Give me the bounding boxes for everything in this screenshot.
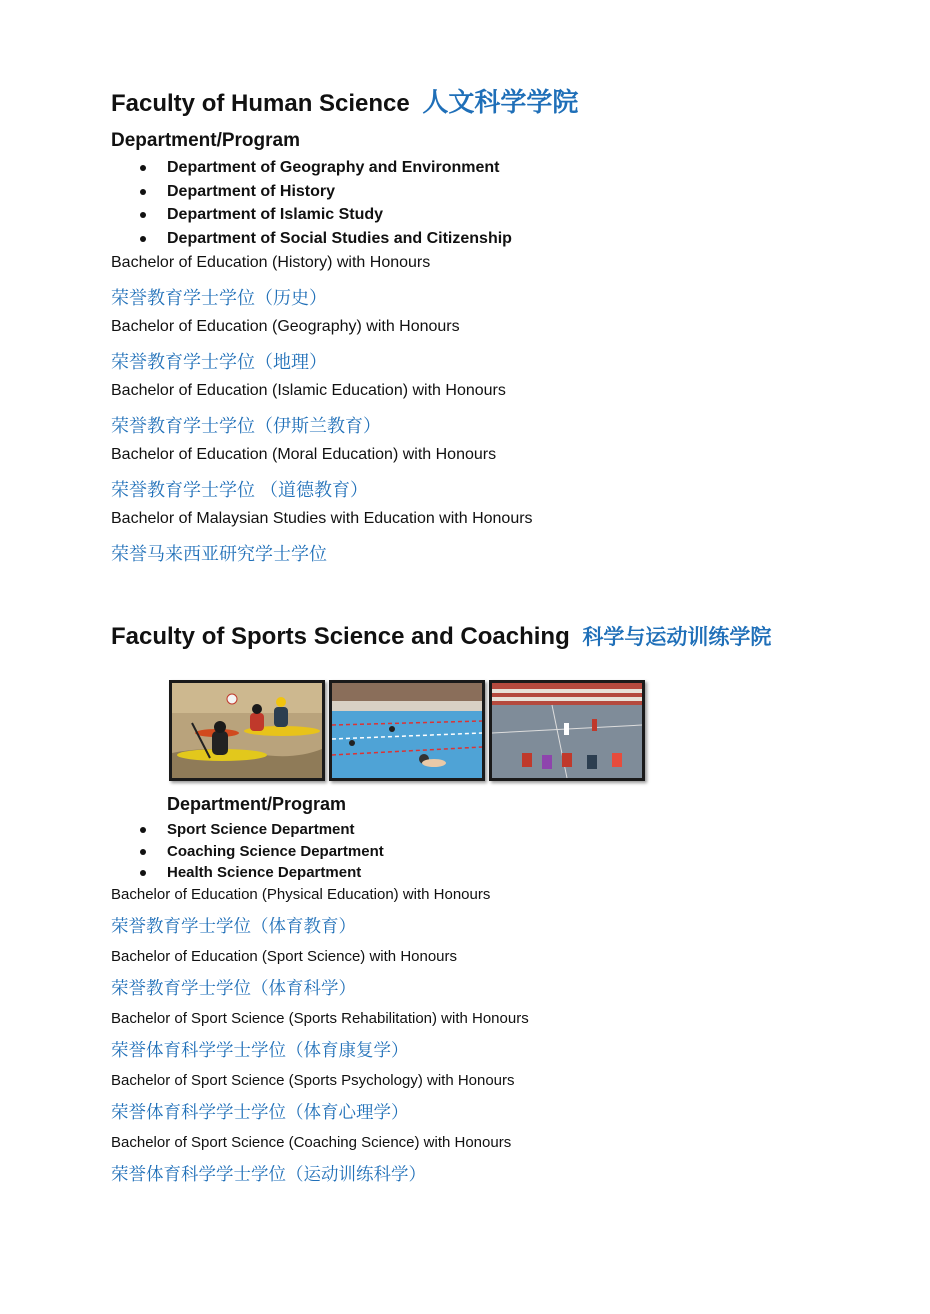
program-name-en: Bachelor of Education (Moral Education) with Honours bbox=[111, 445, 497, 463]
program-name-cn: 荣誉体育科学学士学位（体育心理学） bbox=[111, 1102, 409, 1123]
department-item: Department of Islamic Study bbox=[111, 203, 831, 227]
program-name-cn: 荣誉教育学士学位（体育教育） bbox=[111, 916, 356, 937]
program-name-cn: 荣誉教育学士学位（伊斯兰教育） bbox=[111, 415, 381, 436]
department-program-heading: Department/Program bbox=[111, 130, 300, 151]
department-item: Sport Science Department bbox=[111, 819, 831, 841]
document-page bbox=[111, 84, 831, 1187]
program-name-en: Bachelor of Sport Science (Sports Rehabilitation) with Honours bbox=[111, 1010, 529, 1028]
program-list bbox=[111, 885, 831, 1187]
program-list bbox=[111, 253, 831, 567]
department-item: Department of Social Studies and Citizenship bbox=[111, 227, 831, 251]
program-name-en: Bachelor of Malaysian Studies with Education with Honours bbox=[111, 509, 533, 527]
program-name-en: Bachelor of Sport Science (Sports Psychology) with Honours bbox=[111, 1072, 515, 1090]
program-name-en: Bachelor of Sport Science (Coaching Science) with Honours bbox=[111, 1134, 512, 1152]
program-name-cn: 荣誉教育学士学位 （道德教育） bbox=[111, 479, 368, 500]
department-item: Health Science Department bbox=[111, 862, 831, 884]
faculty-title-cn: 人文科学学院 bbox=[422, 87, 579, 117]
program-name-cn: 荣誉体育科学学士学位（体育康复学） bbox=[111, 1040, 409, 1061]
faculty-sports-science-title bbox=[111, 619, 831, 656]
faculty-human-science-title bbox=[111, 84, 831, 122]
program-name-en: Bachelor of Education (History) with Honours bbox=[111, 253, 431, 271]
department-item: Department of Geography and Environment bbox=[111, 156, 831, 180]
faculty-title-en: Faculty of Human Science bbox=[111, 90, 410, 117]
department-item: Department of History bbox=[111, 180, 831, 204]
program-name-en: Bachelor of Education (Islamic Education) with Honours bbox=[111, 381, 506, 399]
swimming-pool-photo bbox=[329, 680, 485, 781]
program-name-cn: 荣誉体育科学学士学位（运动训练科学） bbox=[111, 1164, 426, 1185]
photo-strip bbox=[169, 680, 831, 781]
program-name-cn: 荣誉教育学士学位（体育科学） bbox=[111, 978, 356, 999]
faculty-title-cn: 科学与运动训练学院 bbox=[582, 625, 772, 649]
program-name-en: Bachelor of Education (Sport Science) with Honours bbox=[111, 948, 458, 966]
program-name-cn: 荣誉教育学士学位（历史） bbox=[111, 287, 327, 308]
department-item: Coaching Science Department bbox=[111, 841, 831, 863]
faculty-title-en: Faculty of Sports Science and Coaching bbox=[111, 622, 570, 650]
program-name-cn: 荣誉教育学士学位（地理） bbox=[111, 351, 327, 372]
canoe-polo-photo bbox=[169, 680, 325, 781]
department-program-heading: Department/Program bbox=[167, 793, 347, 814]
program-name-en: Bachelor of Education (Geography) with Honours bbox=[111, 317, 460, 335]
program-name-en: Bachelor of Education (Physical Education) with Honours bbox=[111, 886, 491, 904]
program-name-cn: 荣誉马来西亚研究学士学位 bbox=[111, 543, 327, 564]
faculty-sports-section bbox=[111, 619, 831, 1187]
department-list bbox=[111, 156, 831, 251]
department-list bbox=[111, 819, 831, 884]
indoor-court-photo bbox=[489, 680, 645, 781]
